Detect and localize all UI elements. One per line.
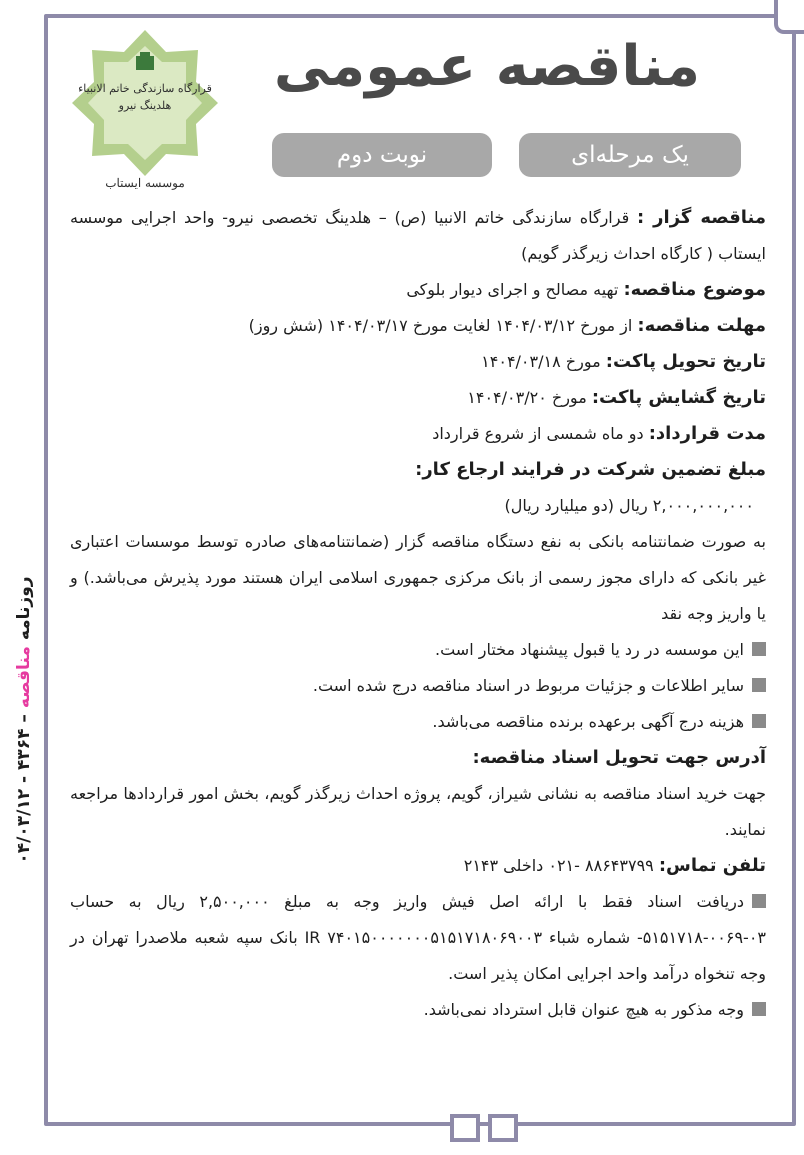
issue-info: – ۴۳۶۴ - ۰۴/۰۳/۱۲	[14, 714, 34, 864]
final-note-text: وجه مذکور به هیچ عنوان قابل استرداد نمی‌باشد.	[423, 1000, 744, 1019]
item-label: تاریخ تحویل پاکت:	[605, 351, 766, 372]
note-item	[70, 704, 766, 740]
item-label: مدت قرارداد:	[648, 423, 766, 444]
item-text: دو ماه شمسی از شروع قرارداد	[432, 424, 644, 443]
detail-item	[70, 200, 766, 272]
item-label: تاریخ گشایش پاکت:	[591, 387, 766, 408]
detail-item	[70, 308, 766, 344]
payment-text: دریافت اسناد فقط با ارائه اصل فیش واریز وجه به مبلغ ۲,۵۰۰,۰۰۰ ریال به حساب ۰۳-۰۰۶۹-۵۱۵۱۷۱۸- شماره شباء IR ۷۴۰۱۵۰۰۰۰۰۰۰۵۱۵۱۷۱۸۰۶۹۰۰۳ بانک سپه شعبه ملاصدرا تهران در وجه تنخواه درآمد واحد اجرایی امکان پذیر است.	[70, 892, 767, 983]
note-item	[70, 632, 766, 668]
detail-item	[70, 416, 766, 452]
logo-line: هلدینگ نیرو	[118, 99, 172, 112]
notice-title: مناقصه عمومی	[273, 34, 700, 99]
item-text: مورخ ۱۴۰۴/۰۳/۲۰	[467, 388, 587, 407]
note-text: هزینه درج آگهی برعهده برنده مناقصه می‌باشد.	[432, 712, 744, 731]
item-text: قرارگاه سازندگی خاتم الانبیا (ص) – هلدینگ تخصصی نیرو- واحد اجرایی موسسه ایستاب ( کارگاه احداث زیرگذر گویم)	[70, 208, 766, 263]
address-heading: آدرس جهت تحویل اسناد مناقصه:	[472, 747, 766, 768]
item-text: مورخ ۱۴۰۴/۰۳/۱۸	[481, 352, 601, 371]
phone-line	[70, 848, 766, 884]
square-decoration	[488, 1114, 518, 1142]
note-text: این موسسه در رد یا قبول پیشنهاد مختار است.	[435, 640, 744, 659]
bottom-decoration	[450, 1114, 518, 1142]
detail-item	[70, 344, 766, 380]
corner-fold-decoration	[774, 0, 804, 34]
final-note	[70, 992, 766, 1028]
newspaper-label: روزنامه	[14, 576, 34, 641]
newspaper-brand: مناقصه	[14, 646, 34, 709]
square-bullet-icon	[752, 714, 766, 728]
note-item	[70, 668, 766, 704]
detail-item	[70, 272, 766, 308]
item-text: از مورخ ۱۴۰۴/۰۳/۱۲ لغایت مورخ ۱۴۰۴/۰۳/۱۷ (شش روز)	[248, 316, 633, 335]
square-decoration	[450, 1114, 480, 1142]
note-text: سایر اطلاعات و جزئیات مربوط در اسناد مناقصه درج شده است.	[312, 676, 744, 695]
item-label: مناقصه گزار :	[637, 207, 767, 228]
round-badge: نوبت دوم	[272, 133, 492, 177]
address-text: جهت خرید اسناد مناقصه به نشانی شیراز، گویم، پروژه احداث زیرگذر گویم، بخش امور قراردادها مراجعه نمایند.	[70, 784, 766, 839]
notice-body	[70, 200, 766, 1028]
guarantee-heading: مبلغ تضمین شرکت در فرایند ارجاع کار:	[415, 459, 766, 480]
logo-line: قرارگاه سازندگی خاتم الانبیاء	[78, 82, 212, 95]
phone-label: تلفن تماس:	[658, 855, 766, 876]
stage-badge: یک مرحله‌ای	[519, 133, 741, 177]
detail-item	[70, 380, 766, 416]
item-label: مهلت مناقصه:	[637, 315, 766, 336]
payment-note	[70, 884, 766, 992]
guarantee-description: به صورت ضمانتنامه بانکی به نفع دستگاه مناقصه گزار (ضمانتنامه‌های صادره توسط موسسات اعتباری غیر بانکی که دارای مجوز رسمی از بانک مرکزی جمهوری اسلامی ایران هستند مورد پذیرش می‌باشد.) و یا واریز وجه نقد	[70, 532, 766, 623]
item-text: تهیه مصالح و اجرای دیوار بلوکی	[406, 280, 619, 299]
logo-text	[70, 80, 220, 114]
newspaper-footer	[14, 440, 34, 1000]
square-bullet-icon	[752, 894, 766, 908]
logo-caption: موسسه ایستاب	[105, 176, 185, 190]
guarantee-amount: ۲,۰۰۰,۰۰۰,۰۰۰ ریال (دو میلیارد ریال)	[504, 496, 754, 515]
square-bullet-icon	[752, 642, 766, 656]
organization-logo	[70, 28, 220, 196]
square-bullet-icon	[752, 678, 766, 692]
square-bullet-icon	[752, 1002, 766, 1016]
phone-number: ۸۸۶۴۳۷۹۹ -۰۲۱ داخلی ۲۱۴۳	[463, 856, 654, 875]
item-label: موضوع مناقصه:	[623, 279, 766, 300]
